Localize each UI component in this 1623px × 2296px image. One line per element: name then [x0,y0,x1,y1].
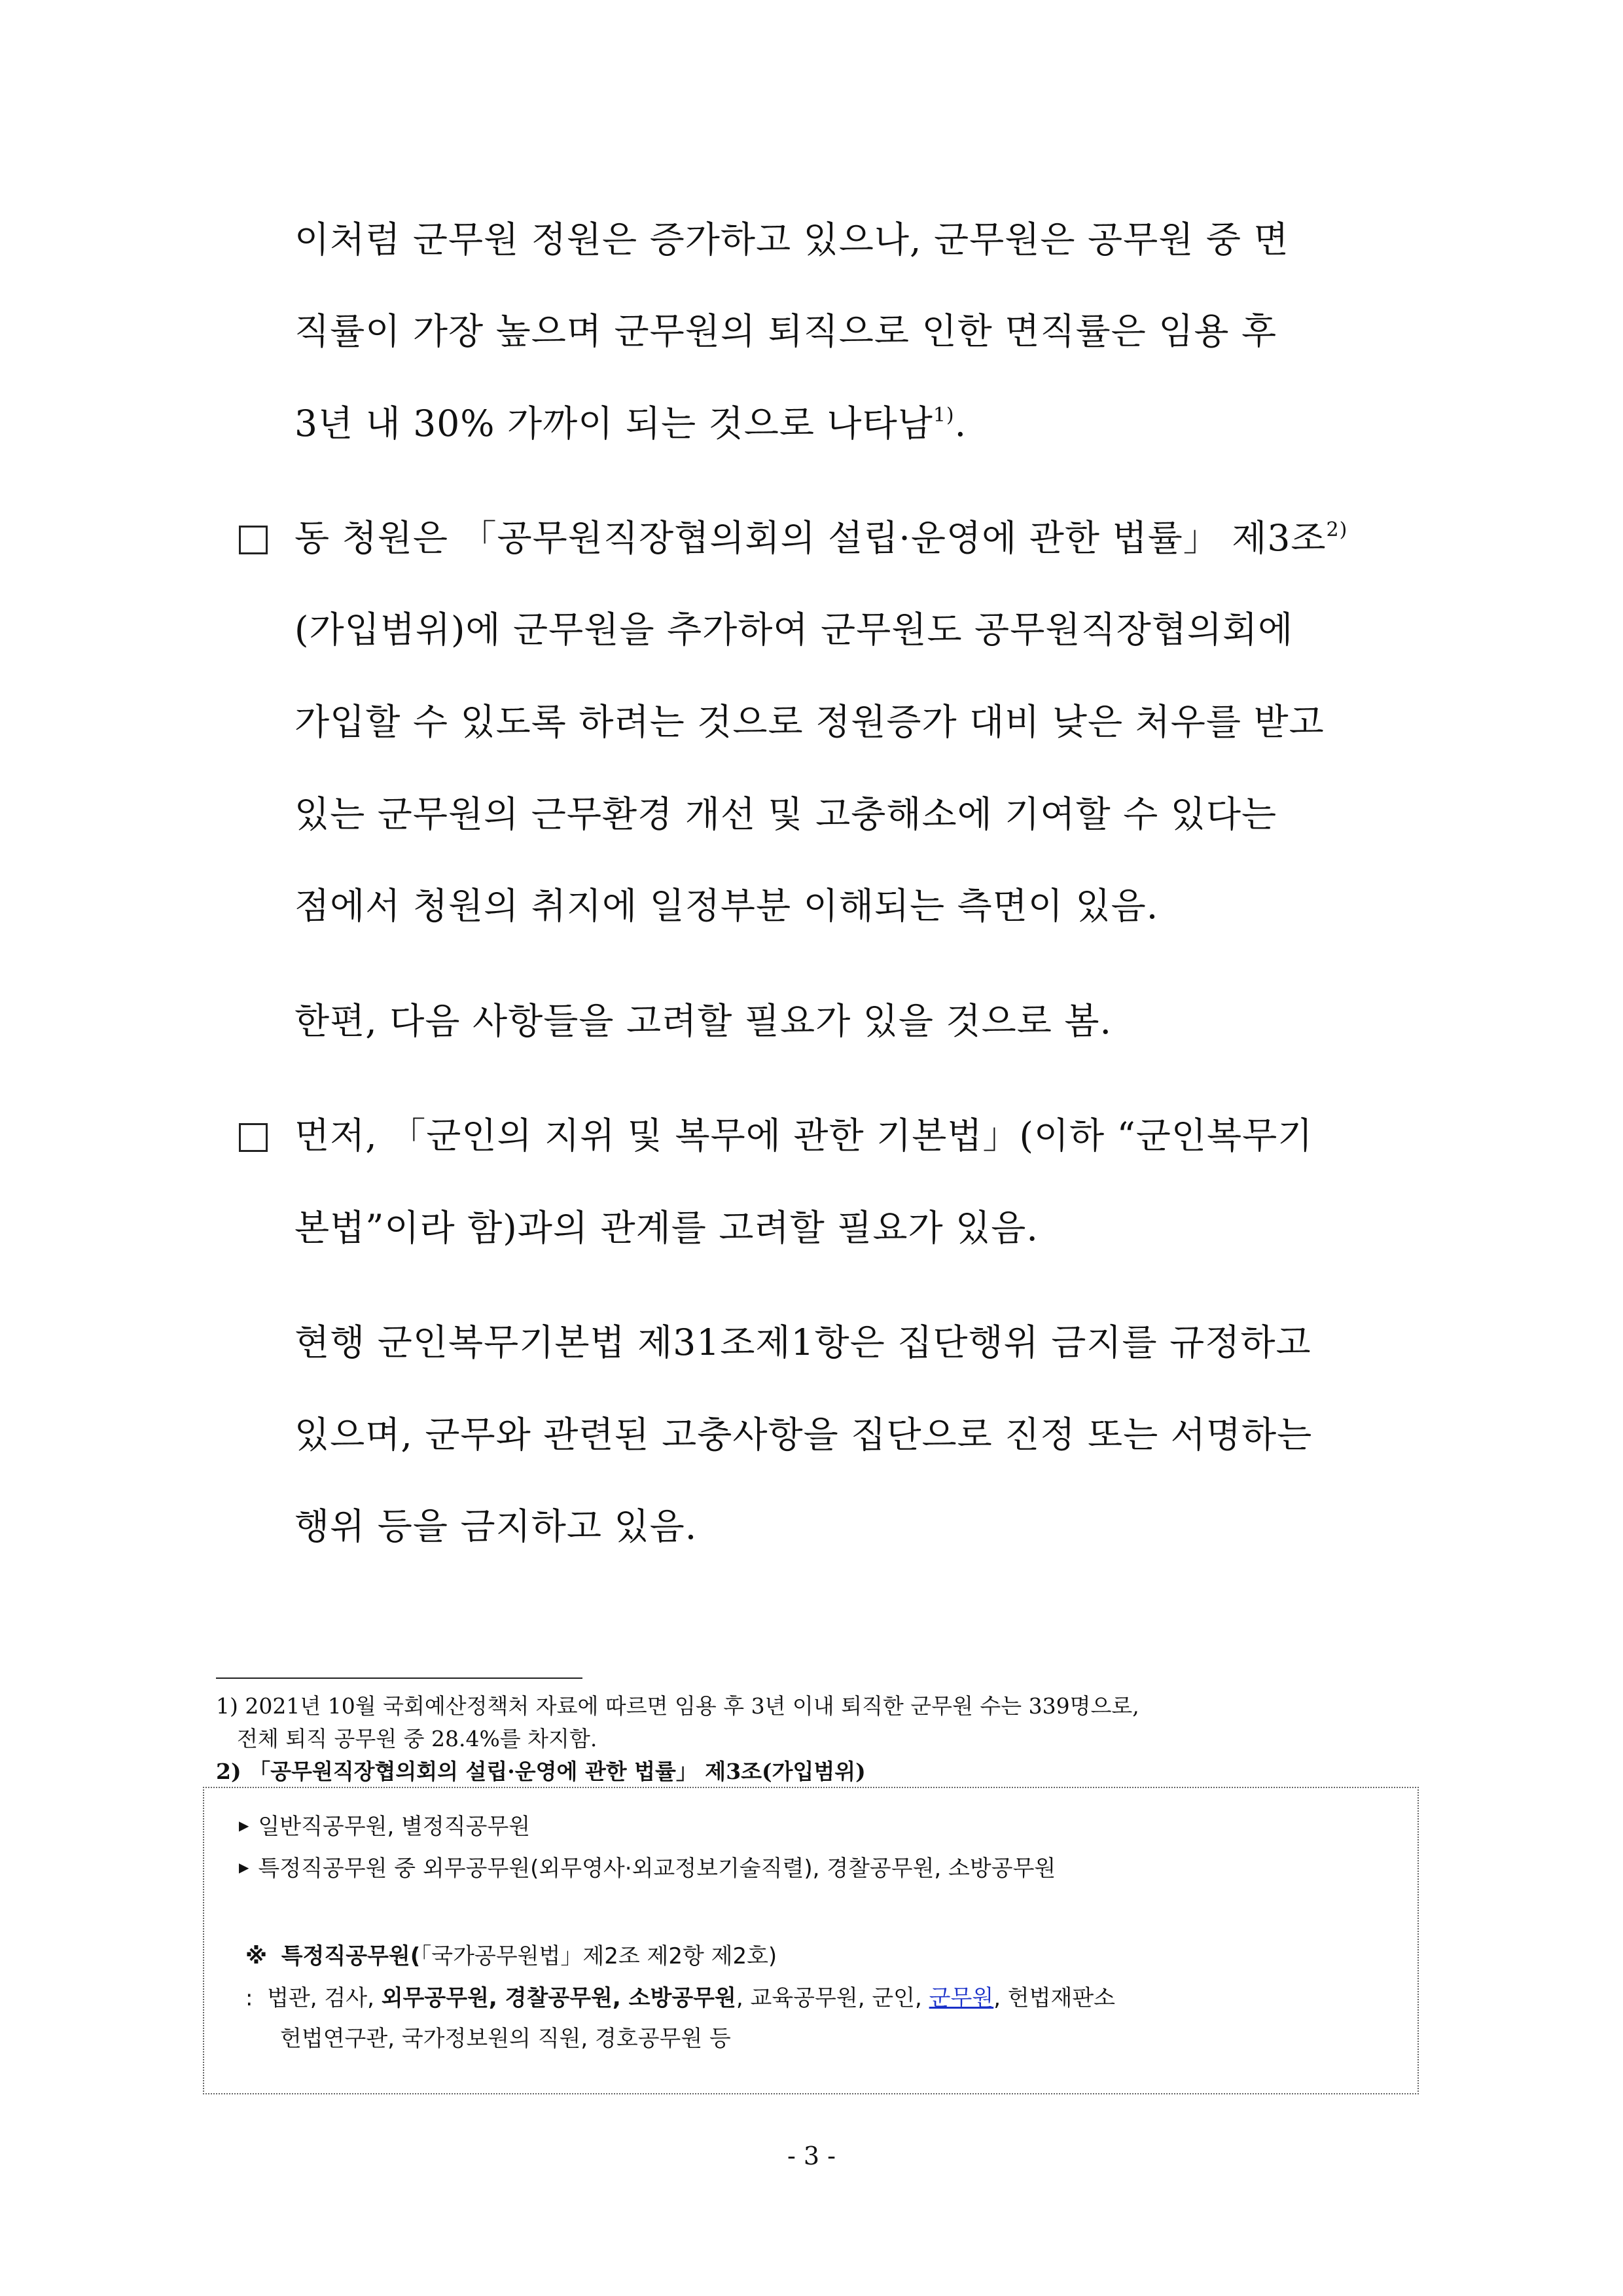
list-text: , 헌법재판소 [993,1985,1116,2011]
footnote-1-cont: 전체 퇴직 공무원 중 28.4%를 차지함. [237,1726,597,1751]
ref-bullet [239,1816,530,1838]
body-line: 행위 등을 금지하고 있음. [294,1505,698,1547]
footnote-1: 1) 2021년 10월 국회예산정책처 자료에 따르면 임용 후 3년 이내 퇴직한 군무원 수는 339명으로, [216,1693,1139,1719]
body-line: 현행 군인복무기본법 제31조제1항은 집단행위 금지를 규정하고 [294,1321,1311,1363]
page-number: - 3 - [787,2142,836,2170]
body-line: 한편, 다음 사항들을 고려할 필요가 있을 것으로 봄. [294,1000,1112,1042]
list-text: 법관, 검사, [267,1985,382,2011]
ref-bullet-text: 일반직공무원, 별정직공무원 [258,1814,531,1840]
ref-note-title [245,1945,777,1967]
footnote-ref-2[interactable]: 2) [1326,518,1348,541]
body-line: 있으며, 군무와 관련된 고충사항을 집단으로 진정 또는 서명하는 [294,1414,1313,1456]
note-title: 특정직공무원( [281,1943,421,1969]
body-line: 가입할 수 있도록 하려는 것으로 정원증가 대비 낮은 처우를 받고 [294,701,1325,743]
list-text-bold: 외무공무원, 경찰공무원, 소방공무원 [381,1985,736,2011]
body-text: . [954,403,967,444]
body-line: 있는 군무원의 근무환경 개선 및 고충해소에 기여할 수 있다는 [294,793,1277,835]
footnote-2: 2) 「공무원직장협의회의 설립·운영에 관한 법률」 제3조(가입범위) [216,1759,866,1784]
body-text: 동 청원은 「공무원직장협의회의 설립·운영에 관한 법률」 제3조 [294,517,1327,559]
body-line [294,403,967,444]
triangle-bullet-icon: ▶ [239,1859,249,1875]
body-line: (가입범위)에 군무원을 추가하여 군무원도 공무원직장협의회에 [294,609,1294,651]
body-line: 이처럼 군무원 정원은 증가하고 있으나, 군무원은 공무원 중 면 [294,219,1289,260]
note-source: 「국가공무원법」제2조 제2항 제2호) [420,1943,777,1969]
note-mark: ※ [245,1943,268,1969]
body-line: 점에서 청원의 취지에 일정부분 이해되는 측면이 있음. [294,885,1159,927]
ref-note-list [245,1987,1115,2009]
ref-note-list-cont: 헌법연구관, 국가정보원의 직원, 경호공무원 등 [280,2026,731,2052]
list-prefix: : [245,1985,253,2011]
body-line: 본법”이라 함)과의 관계를 고려할 필요가 있음. [294,1207,1039,1249]
body-line [294,517,1348,559]
ref-bullet-text: 특정직공무원 중 외무공무원(외무영사·외교정보기술직렬), 경찰공무원, 소방공무원 [258,1856,1056,1882]
footnote-ref-1[interactable]: 1) [933,404,955,427]
body-line: 직률이 가장 높으며 군무원의 퇴직으로 인한 면직률은 임용 후 [294,310,1277,352]
gunmuwon-link[interactable]: 군무원 [929,1985,994,2011]
triangle-bullet-icon: ▶ [239,1818,249,1833]
body-line: 먼저, 「군인의 지위 및 복무에 관한 기본법」(이하 “군인복무기 [294,1115,1313,1157]
body-text: 3년 내 30% 가까이 되는 것으로 나타남 [294,403,933,444]
ref-bullet [239,1857,1056,1880]
checkbox-square-icon [239,1123,268,1152]
list-text: , 교육공무원, 군인, [736,1985,929,2011]
checkbox-square-icon [239,526,268,554]
footnote-divider [216,1677,582,1679]
